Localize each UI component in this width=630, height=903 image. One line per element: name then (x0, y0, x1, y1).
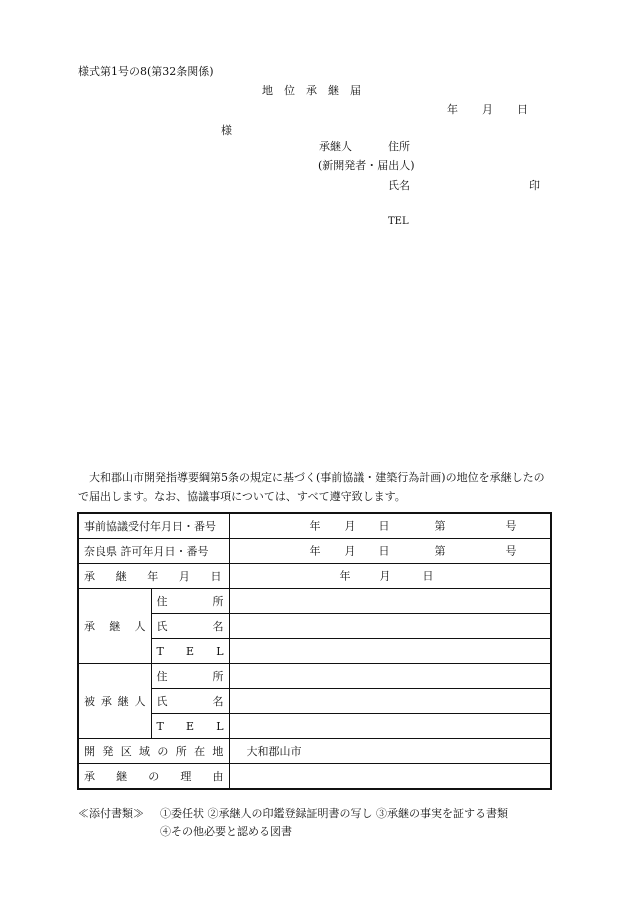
declaration-text: 大和郡山市開発指導要綱第5条の規定に基づく(事前協議・建築行為計画)の地位を承継したので届出します。なお、協議事項については、すべて遵守致します。 (78, 471, 545, 503)
table-row (78, 739, 551, 764)
sub-label-address: 住 所 (151, 664, 229, 689)
addressee-suffix: 様 (221, 124, 232, 137)
sub-label-tel: T E L (151, 639, 229, 664)
row-label: 事前協議受付年月日・番号 (78, 513, 229, 539)
sub-label-tel: T E L (151, 714, 229, 739)
sub-label-name: 氏 名 (151, 689, 229, 714)
table-row (78, 513, 551, 539)
succession-date-field[interactable]: 年 月 日 (229, 564, 551, 589)
date-month: 月 (482, 103, 493, 116)
successor-name-field[interactable] (229, 614, 551, 639)
date-number-field[interactable]: 年 月 日 第 号 (229, 539, 551, 564)
row-label: 承 継 年 月 日 (78, 564, 229, 589)
table-row (78, 664, 551, 689)
name-label: 氏名 (388, 179, 410, 192)
reason-label: 承 継 の 理 由 (78, 764, 229, 790)
date-day: 日 (517, 103, 528, 116)
predecessor-label: 被 承 継 人 (78, 664, 151, 739)
table-row (78, 764, 551, 790)
predecessor-name-field[interactable] (229, 689, 551, 714)
predecessor-tel-field[interactable] (229, 714, 551, 739)
new-developer-label: (新開発者・届出人) (318, 159, 415, 172)
successor-label: 承 継 人 (78, 589, 151, 664)
successor-label: 承継人 (319, 140, 352, 153)
location-field[interactable]: 大和郡山市 (229, 739, 551, 764)
successor-tel-field[interactable] (229, 639, 551, 664)
seal-mark: 印 (529, 179, 540, 192)
page-title: 地位承継届 (262, 84, 372, 97)
reason-field[interactable] (229, 764, 551, 790)
form-number: 様式第1号の8(第32条関係) (78, 65, 214, 78)
table-row (78, 564, 551, 589)
attachments-line-2: ④その他必要と認める図書 (160, 825, 292, 838)
predecessor-address-field[interactable] (229, 664, 551, 689)
date-year: 年 (447, 103, 458, 116)
row-label: 奈良県 許可年月日・番号 (78, 539, 229, 564)
attachments-line-1: ①委任状 ②承継人の印鑑登録証明書の写し ③承継の事実を証する書類 (160, 807, 508, 820)
table-row (78, 539, 551, 564)
successor-address-field[interactable] (229, 589, 551, 614)
succession-form-table (77, 512, 552, 790)
table-row (78, 589, 551, 614)
tel-label: TEL (388, 216, 409, 227)
sub-label-name: 氏 名 (151, 614, 229, 639)
sub-label-address: 住 所 (151, 589, 229, 614)
address-label: 住所 (388, 140, 410, 153)
location-label: 開 発 区 域 の 所 在 地 (78, 739, 229, 764)
date-number-field[interactable]: 年 月 日 第 号 (229, 513, 551, 539)
attachments-label: ≪添付書類≫ (78, 807, 144, 820)
